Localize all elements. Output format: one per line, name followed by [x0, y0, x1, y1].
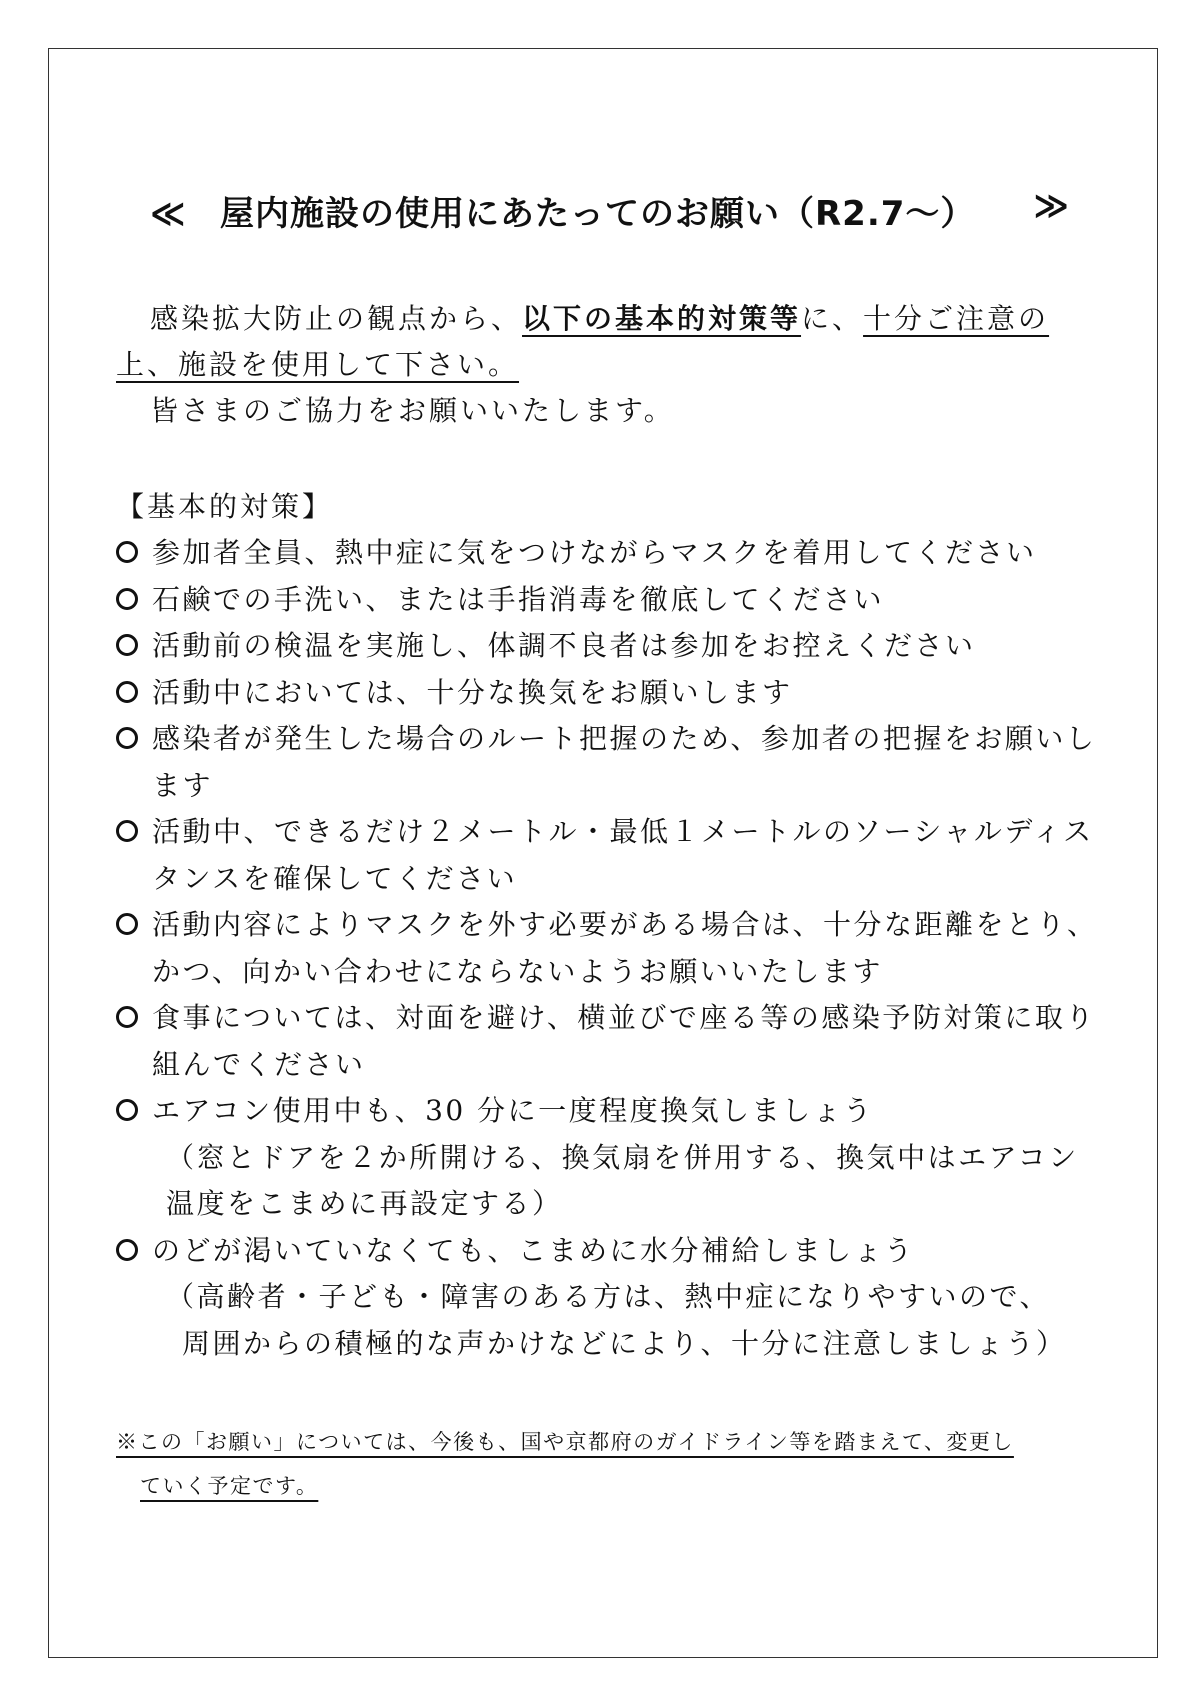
- item-text: 活動中においては、十分な換気をお願いします: [152, 675, 793, 709]
- list-item: [116, 1088, 1106, 1228]
- item-note-continued: 周囲からの積極的な声かけなどにより、十分に注意しましょう）: [182, 1326, 1067, 1360]
- list-item: [116, 995, 1106, 1088]
- intro-paragraph: [116, 296, 1096, 434]
- page-title: [150, 186, 1070, 235]
- footnote-text-1: ※この「お願い」については、今後も、国や京都府のガイドライン等を踏まえて、変更し: [116, 1430, 1014, 1454]
- circle-bullet-icon: [116, 913, 138, 935]
- circle-bullet-icon: [116, 820, 138, 842]
- item-text: 活動中、できるだけ２メートル・最低１メートルのソーシャルディスタンスを確保してください: [152, 815, 1094, 895]
- list-item: [116, 809, 1106, 902]
- circle-bullet-icon: [116, 588, 138, 610]
- item-text: 感染者が発生した場合のルート把握のため、参加者の把握をお願いします: [152, 722, 1097, 802]
- item-note: （高齢者・子ども・障害のある方は、熱中症になりやすいので、: [166, 1280, 1050, 1313]
- intro-underline-1: 十分ご注意の: [863, 302, 1050, 335]
- list-item: [116, 1228, 1106, 1368]
- item-text: 食事については、対面を避け、横並びで座る等の感染予防対策に取り組んでください: [152, 1001, 1096, 1081]
- circle-bullet-icon: [116, 634, 138, 656]
- intro-underline-2: 上、施設を使用して下さい。: [116, 348, 520, 381]
- circle-bullet-icon: [116, 541, 138, 563]
- circle-bullet-icon: [116, 1239, 138, 1261]
- intro-line-3: 皆さまのご協力をお願いいたします。: [150, 394, 675, 427]
- list-item: [116, 902, 1106, 995]
- item-note: （窓とドアを２か所開ける、換気扇を併用する、換気中はエアコン温度をこまめに再設定する）: [166, 1140, 1079, 1220]
- intro-text-2: に、: [801, 302, 864, 335]
- title-text: 屋内施設の使用にあたってのお願い（R2.7～）: [220, 194, 976, 234]
- intro-text-1: 感染拡大防止の観点から、: [150, 302, 523, 335]
- footnote-line-1: [116, 1420, 1096, 1464]
- footnote-text-2: ていく予定です。: [140, 1474, 319, 1498]
- item-text: 活動内容によりマスクを外す必要がある場合は、十分な距離をとり、かつ、向かい合わせにならないようお願いいたします: [152, 908, 1098, 988]
- list-item: [116, 670, 1106, 717]
- circle-bullet-icon: [116, 1099, 138, 1121]
- measures-list: [116, 530, 1106, 1367]
- item-text: のどが渇いていなくても、こまめに水分補給しましょう: [152, 1233, 915, 1267]
- list-item: [116, 530, 1106, 577]
- list-item: [116, 716, 1106, 809]
- circle-bullet-icon: [116, 681, 138, 703]
- item-text: エアコン使用中も、30 分に一度程度換気しましょう: [152, 1094, 874, 1127]
- list-item: [116, 623, 1106, 670]
- title-close-bracket: ≫: [1033, 186, 1070, 226]
- circle-bullet-icon: [116, 1006, 138, 1028]
- item-text: 参加者全員、熱中症に気をつけながらマスクを着用してください: [152, 536, 1037, 569]
- item-text: 活動前の検温を実施し、体調不良者は参加をお控えください: [152, 629, 976, 662]
- intro-emphasis: 以下の基本的対策等: [522, 302, 802, 335]
- intro-line-1: [116, 296, 1096, 342]
- footnote: [116, 1420, 1096, 1508]
- intro-line-2: [116, 342, 1096, 388]
- list-item: [116, 577, 1106, 624]
- footnote-line-2: [116, 1464, 1096, 1508]
- title-open-bracket: ≪: [150, 194, 187, 234]
- circle-bullet-icon: [116, 727, 138, 749]
- item-text: 石鹸での手洗い、または手指消毒を徹底してください: [152, 582, 885, 616]
- section-heading: 【基本的対策】: [116, 490, 334, 523]
